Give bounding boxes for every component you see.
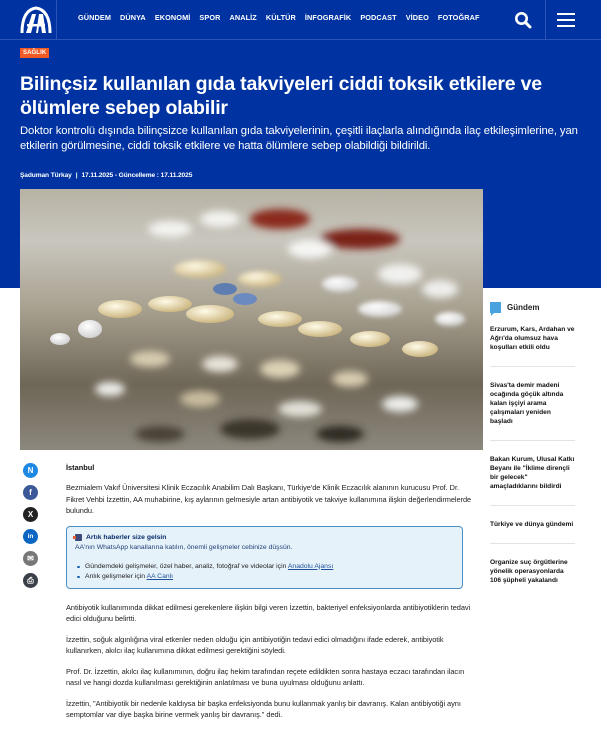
sidebar-header xyxy=(490,302,590,313)
sidebar-news-item[interactable]: Türkiye ve dünya gündemi xyxy=(490,520,575,544)
speech-bubble-icon xyxy=(490,302,501,313)
byline-separator: | xyxy=(75,172,78,179)
aa-logo[interactable] xyxy=(18,4,54,34)
paragraph: Bezmialem Vakıf Üniversitesi Klinik Eczacılık Anabilim Dalı Başkanı, Türkiye'de Klinik Eczacılık alanının kurucusu Prof. Dr. Fikret Vehbi İzzettin, AA muhabirine, kış aylarının gelmesiyle artan antibiyotik ve takviye kullanımına ilişkin değerlendirmelerde bulundu. xyxy=(66,483,472,515)
publish-date: 17.11.2025 - Güncelleme : 17.11.2025 xyxy=(81,172,193,179)
nav-gundem[interactable]: GÜNDEM xyxy=(78,13,112,22)
x-twitter-icon[interactable]: X xyxy=(23,507,38,522)
sidebar-news-item[interactable]: Erzurum, Kars, Ardahan ve Ağrı'da olumsuz hava koşulları etkili oldu xyxy=(490,325,575,367)
promo-list xyxy=(75,562,454,582)
promo-item-text: Gündemdeki gelişmeler, özel haber, analiz, fotoğraf ve videolar için xyxy=(85,562,288,570)
promo-list-item xyxy=(75,562,454,572)
nav-fotograf[interactable]: FOTOĞRAF xyxy=(437,13,480,22)
header-divider xyxy=(545,0,546,40)
paragraph: İzzettin, soğuk algınlığına viral etkenler neden olduğu için antibiyotiğin tedavi edici olmadığını ifade ederek, antibiyotik kullanırken, akılcı ilaç kullanımına dikkat edilmesi gerektiğini söyledi. xyxy=(66,634,444,655)
promo-list-item xyxy=(75,572,454,582)
article-title: Bilinçsiz kullanılan gıda takviyeleri ciddi toksik etkilere ve ölümlere sebep olabilir xyxy=(20,73,542,119)
category-badge[interactable]: SAĞLIK xyxy=(20,48,49,58)
nsosyal-icon[interactable]: N xyxy=(23,463,38,478)
sidebar-news-item[interactable]: Organize suç örgütlerine yönelik operasyonlarda 106 şüpheli yakalandı xyxy=(490,559,568,584)
share-buttons xyxy=(23,463,38,588)
nav-podcast[interactable]: PODCAST xyxy=(360,13,397,22)
hamburger-icon[interactable] xyxy=(557,13,575,27)
whatsapp-promo-box xyxy=(66,526,463,589)
notification-icon xyxy=(75,534,82,541)
nav-spor[interactable]: SPOR xyxy=(199,13,221,22)
logo-divider xyxy=(56,0,57,40)
top-navigation xyxy=(0,0,601,40)
nav-video[interactable]: VİDEO xyxy=(405,13,429,22)
byline xyxy=(20,172,192,179)
promo-item-text: Anlık gelişmeler için xyxy=(85,572,147,580)
aa-canli-link[interactable]: AA Canlı xyxy=(146,572,174,580)
nav-infografik[interactable]: İNFOGRAFİK xyxy=(304,13,352,22)
hero-image xyxy=(20,189,483,450)
nav-ekonomi[interactable]: EKONOMİ xyxy=(154,13,191,22)
sidebar-news-item[interactable]: Bakan Kurum, Ulusal Katkı Beyanı ile "İklime dirençli bir gelecek" amaçladıklarını bildirdi xyxy=(490,455,575,506)
paragraph: Antibiyotik kullanımında dikkat edilmesi gerekenlere ilişkin bilgi veren İzzettin, bakteriyel enfeksiyonlarda antibiyotiklerin tedavi edici olduğunu belirtti. xyxy=(66,602,471,623)
paragraph: Prof. Dr. İzzettin, akılcı ilaç kullanımının, doğru ilaç hekim tarafından reçete edildikten sonra hastaya eczacı tarafından ilacın nasıl ve hangi dozda kullanılması gerektiğinin anlatılması ve buna uyulması olduğunu anlattı. xyxy=(66,666,465,687)
search-icon[interactable] xyxy=(514,11,532,29)
nav-kultur[interactable]: KÜLTÜR xyxy=(265,13,296,22)
promo-heading xyxy=(75,534,454,541)
main-nav xyxy=(78,13,480,22)
print-icon[interactable]: ⎙ xyxy=(23,573,38,588)
dateline: İstanbul xyxy=(66,463,95,472)
anadolu-ajansi-link[interactable]: Anadolu Ajansı xyxy=(287,562,334,570)
article-summary: Doktor kontrolü dışında bilinçsizce kullanılan gıda takviyelerinin, çeşitli ilaçlarla alındığında ilaç etkileşimlerine, yan etkilerin görülmesine, ciddi toksik etkilere ve hatta ölümlere sebep olabildiği bildirildi. xyxy=(20,125,578,152)
email-icon[interactable]: ✉ xyxy=(23,551,38,566)
paragraph: İzzettin, "Antibiyotik bir nedenle kaldıysa bir başka enfeksiyonda bunu kullanmak yanlış bir davranış. Kalan antibiyotiği aynı semptomlar var diye başka birine vermek yanlış bir davranış." dedi. xyxy=(66,698,461,719)
nav-dunya[interactable]: DÜNYA xyxy=(120,13,146,22)
promo-heading-text: Artık haberler size gelsin xyxy=(86,533,167,541)
promo-text: AA'nın WhatsApp kanallarına katılın, önemli gelişmeler cebinize düşsün. xyxy=(75,543,293,551)
facebook-icon[interactable]: f xyxy=(23,485,38,500)
sidebar-news-item[interactable]: Sivas'ta demir madeni ocağında göçük altında kalan işçiyi arama çalışmaları yeniden başladı xyxy=(490,381,575,441)
sidebar-title: Gündem xyxy=(507,303,540,312)
linkedin-icon[interactable]: in xyxy=(23,529,38,544)
sidebar-gundem xyxy=(490,302,590,613)
article-body xyxy=(66,463,476,730)
author-name: Şaduman Türkay xyxy=(20,172,72,179)
nav-analiz[interactable]: ANALİZ xyxy=(229,13,257,22)
